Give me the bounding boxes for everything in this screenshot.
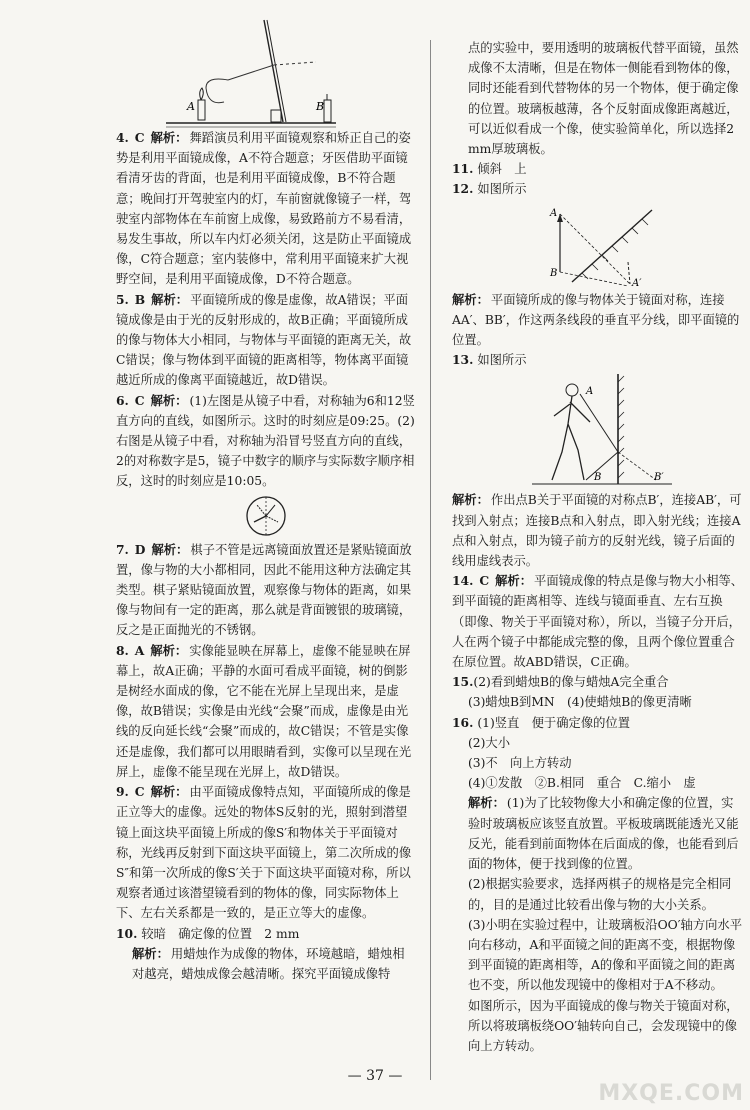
- q16-line4: (4)①发散 ②B.相同 重合 C.缩小 虚: [468, 776, 696, 791]
- q16-analysis-1: [452, 793, 744, 874]
- q16-line2: (2)大小: [468, 735, 511, 750]
- q16-line1: (1)竖直 便于确定像的位置: [477, 715, 631, 730]
- watermark: MXQE.COM: [598, 1081, 744, 1106]
- q4-num: 4.: [116, 130, 129, 145]
- q13: [452, 350, 744, 370]
- right-column: [452, 0, 744, 1056]
- q6: [116, 391, 416, 492]
- q8-text: 实像能显映在屏幕上，虚像不能显映在屏幕上，故A正确；平静的水面可看成平面镜，树的倒影是树经水面成的像，它不能在光屏上呈现出来，是虚像，故B错误；实像是由光线“会聚”而成，虚像是由光线的反向延长线“会聚”而成的，故C错误；不管是实像还是虚像，我们都可以用眼睛看到，实像可以呈现在光屏上，虚像不能呈现在光屏上，故D错误。: [116, 643, 412, 779]
- label-b: B: [316, 100, 325, 113]
- q10-continued: 点的实验中，要用透明的玻璃板代替平面镜，虽然成像不太清晰，但是在物体一侧能看到物体的像，同时还能看到代替物体的另一个物体，便于确定像的位置。玻璃板越薄，各个反射面成像距离越近，可以近似看成一个像，使实验简单化，所以选择2 mm厚玻璃板。: [468, 41, 739, 157]
- q13-num: 13.: [452, 352, 474, 368]
- q7-text: 棋子不管是远离镜面放置还是紧贴镜面放置，像与物的大小都相同，因此不能用这种方法确定其类型。棋子紧贴镜面放置，观察像与物体的距离，如果像与物间有一定的距离，那么就是背面镀银的玻璃镜，反之是正面抛光的不锈钢。: [116, 542, 412, 638]
- q8-answer: A: [134, 642, 145, 658]
- label-b: B: [550, 267, 558, 279]
- q10-answer: 较暗 确定像的位置 2 mm: [141, 926, 300, 941]
- q11-answer: 倾斜 上: [477, 162, 527, 177]
- q5: [116, 290, 416, 391]
- q12-analysis: [452, 290, 744, 351]
- q16-part4: 如图所示，因为平面镜成的像与物关于镜面对称，所以将玻璃板绕OO′轴转向自己，会发现镜中的像向上方转动。: [468, 998, 739, 1053]
- q4: [116, 128, 416, 290]
- q13-label: 解析：: [452, 492, 489, 508]
- q15-num: 15.: [452, 674, 474, 690]
- q5-text: 平面镜所成的像是虚像，故A错误；平面镜成像是由于光的反射形成的，故B正确；平面镜所成的像与物体大小相同，与物体与平面镜的距离无关，故C错误；像与物体到平面镜的距离相等，物体离平面镜越近所成的像离平面镜越近，故D错误。: [116, 292, 412, 388]
- q4-label: 解析：: [150, 130, 188, 145]
- q14-label: 解析：: [495, 573, 533, 589]
- q12-answer: 如图所示: [477, 182, 527, 197]
- q8-num: 8.: [116, 642, 129, 658]
- q15: [452, 672, 744, 692]
- q16: [452, 713, 744, 733]
- q6-label: 解析：: [150, 392, 188, 408]
- q7-answer: D: [134, 541, 146, 557]
- q16-part2: (2)根据实验要求，选择两棋子的规格是完全相同的，目的是通过比较看出像与物的大小关系。: [468, 877, 732, 912]
- q6-answer: C: [134, 392, 145, 408]
- page-number: — 37 —: [347, 1068, 403, 1084]
- q15-line1: (2)看到蜡烛B的像与蜡烛A完全重合: [473, 675, 669, 690]
- q12-num: 12.: [452, 181, 474, 197]
- q11-num: 11.: [452, 161, 474, 177]
- q9-num: 9.: [116, 784, 129, 800]
- q14-answer: C: [479, 573, 490, 589]
- left-column: [116, 0, 416, 984]
- q16-num: 16.: [452, 714, 474, 730]
- q12-text: 平面镜所成的像与物体关于镜面对称，连接AA′、BB′，作这两条线段的垂直平分线，即平面镜的位置。: [452, 292, 740, 348]
- label-b: B: [594, 472, 602, 484]
- q10-analysis: [116, 944, 416, 984]
- q8-label: 解析：: [150, 642, 188, 658]
- q5-num: 5.: [116, 291, 129, 307]
- q9-answer: C: [134, 784, 145, 800]
- q9-text: 由平面镜成像特点知，平面镜所成的像是正立等大的虚像。远处的物体S反射的光，照射到潜望镜上面这块平面镜上所成的像S′和物体关于平面镜对称，光线再反射到下面这块平面镜上，第二次所成的像S″和第一次所成的像S′关于下面这块平面镜对称，所以观察者通过该潜望镜看到的物体的像，同实际物体上下、左右关系都是一致的，是正立等大的虚像。: [116, 785, 412, 921]
- q10-num: 10.: [116, 925, 138, 941]
- q7-label: 解析：: [151, 541, 189, 557]
- q7: [116, 540, 416, 641]
- q12: [452, 179, 744, 199]
- q13-analysis: [452, 490, 744, 571]
- q10: [116, 924, 416, 944]
- candle-mirror-figure: [166, 10, 336, 128]
- q14-text: 平面镜成像的特点是像与物大小相等、到平面镜的距离相等、连线与镜面垂直、左右互换（即像、物关于平面镜对称），所以，当镜子分开后，人在两个镜子中都能成完整的像，且两个像位置重合在原位置。故ABD错误，C正确。: [452, 574, 744, 670]
- q6-text: (1)左图是从镜子中看，对称轴为6和12竖直方向的直线，如图所示。这时的时刻应是09:25。(2)右图是从镜子中看，对称轴为沿冒号竖直方向的直线，2的对称数字是5，镜子中数字的顺序与实际数字顺序相反，这时的时刻应是10:05。: [116, 393, 415, 489]
- person-mirror-figure: [532, 372, 672, 490]
- q6-num: 6.: [116, 392, 129, 408]
- q14-num: 14.: [452, 573, 474, 589]
- q9: [116, 782, 416, 923]
- q8: [116, 641, 416, 782]
- q16-part3: (3)小明在实验过程中，让玻璃板沿OO′轴方向水平向右移动，A和平面镜之间的距离不变，根据物像到平面镜的距离相等，A的像和平面镜之间的距离也不变，所以他发现镜中的像相对于A不移动。: [468, 917, 743, 993]
- q16-label: 解析：: [468, 795, 505, 811]
- q5-answer: B: [134, 291, 146, 307]
- label-a-prime: A′: [632, 277, 642, 289]
- q13-text: 作出点B关于平面镜的对称点B′，连接AB′，可找到入射点；连接B点和入射点，即入射光线；连接A点和入射点，即为镜子前方的反射光线，镜子后面的线用虚线表示。: [452, 493, 742, 569]
- clock-figure: [244, 494, 288, 538]
- q12-label: 解析：: [452, 291, 489, 307]
- column-divider: [430, 40, 431, 1080]
- label-a: A: [586, 386, 594, 398]
- q5-label: 解析：: [151, 291, 189, 307]
- q11: [452, 159, 744, 179]
- q4-text: 舞蹈演员利用平面镜观察和矫正自己的姿势是利用平面镜成像，A不符合题意；牙医借助平面镜看清牙齿的背面，也是利用平面镜成像，B不符合题意；晚间打开驾驶室内的灯，车前窗就像镜子一样，驾驶室内部物体在车前窗上成像，易致路前方不易看清，易发生事故，所以车内灯必须关闭，这是防止平面镜成像，C符合题意；室内装修中，常利用平面镜来扩大视野空间，是利用平面镜成像，D不符合题意。: [116, 131, 412, 287]
- q10-text: 用蜡烛作为成像的物体，环境越暗，蜡烛相对越亮，蜡烛成像会越清晰。探究平面镜成像特: [132, 946, 405, 981]
- label-a: A: [550, 207, 558, 219]
- q9-label: 解析：: [150, 784, 188, 800]
- label-a: A: [187, 100, 195, 113]
- q15-line2: (3)蜡烛B到MN (4)使蜡烛B的像更清晰: [468, 695, 692, 710]
- q13-answer: 如图所示: [477, 353, 527, 368]
- q7-num: 7.: [116, 541, 129, 557]
- q10-label: 解析：: [132, 945, 169, 961]
- q16-line3: (3)不 向上方转动: [468, 756, 572, 771]
- q14: [452, 571, 744, 672]
- q16-part1: (1)为了比较物像大小和确定像的位置，实验时玻璃板应该竖直放置。平板玻璃既能透光又能反光，能看到前面物体在后面成的像，也能看到后面的物体，便于找到像的位置。: [468, 796, 739, 872]
- mirror-construction-figure: [542, 202, 662, 290]
- label-b-prime: B′: [654, 472, 664, 484]
- q4-answer: C: [134, 130, 145, 145]
